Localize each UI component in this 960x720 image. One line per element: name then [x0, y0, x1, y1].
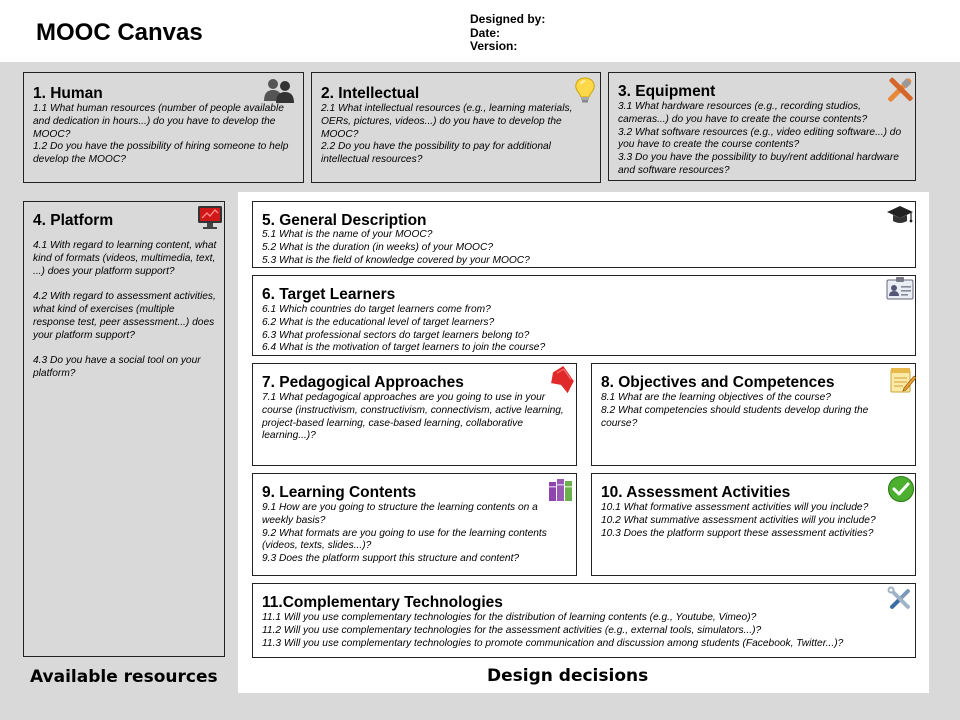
target-learners-body	[262, 304, 902, 355]
human-item-2: 1.2 Do you have the possibility of hiring someone to help develop the MOOC?	[33, 141, 289, 166]
objectives-competences-box	[591, 363, 916, 466]
contents-item-2: 9.2 What formats are you going to use for the learning contents (videos, texts, slides...)?	[262, 527, 547, 552]
meta-info	[470, 13, 545, 54]
screwdriver-wrench-icon	[886, 585, 912, 611]
date-label: Date:	[470, 25, 501, 40]
learning-contents-body	[262, 502, 567, 566]
tools-icon	[886, 75, 912, 101]
complementary-technologies-body	[262, 612, 907, 650]
objectives-competences-body	[601, 392, 906, 430]
platform-item-1: 4.1 With regard to learning content, what kind of formats (videos, multimedia, text, ...) does your platform support?	[33, 240, 217, 277]
intellectual-item-2: 2.2 Do you have the possibility to pay for additional intellectual resources?	[321, 141, 551, 166]
graduation-cap-icon	[886, 203, 912, 229]
general-description-body	[262, 229, 902, 267]
people-icon	[262, 77, 296, 103]
assessment-activities-box	[591, 473, 916, 576]
designed-by-label: Designed by:	[470, 12, 546, 26]
target-learners-title: 6. Target Learners	[262, 286, 396, 303]
platform-box	[23, 201, 225, 657]
learners-item-4: 6.4 What is the motivation of target learners to join the course?	[262, 342, 546, 354]
general-description-title: 5. General Description	[262, 212, 427, 229]
bookmark-icon	[548, 365, 574, 391]
objectives-item-2: 8.2 What competencies should students develop during the course?	[601, 404, 869, 429]
equipment-item-2: 3.2 What software resources (e.g., video editing software...) do you have to create the course contents?	[618, 126, 902, 151]
assessment-item-2: 10.2 What summative assessment activities will you include?	[601, 514, 876, 526]
contents-item-3: 9.3 Does the platform support this structure and content?	[262, 553, 520, 565]
notepad-icon	[888, 366, 914, 392]
assessment-item-1: 10.1 What formative assessment activities will you include?	[601, 502, 869, 513]
contents-item-1: 9.1 How are you going to structure the learning contents on a weekly basis?	[262, 502, 538, 526]
equipment-item-1: 3.1 What hardware resources (e.g., recording studios, cameras...) do you have to create the course contents?	[618, 101, 868, 125]
equipment-title: 3. Equipment	[618, 83, 716, 100]
pedagogical-approaches-title: 7. Pedagogical Approaches	[262, 374, 464, 391]
intellectual-box	[311, 72, 601, 183]
objectives-competences-title: 8. Objectives and Competences	[601, 374, 835, 391]
page-title: MOOC Canvas	[36, 19, 203, 46]
human-title: 1. Human	[33, 85, 103, 102]
equipment-body	[618, 101, 908, 178]
monitor-icon	[196, 203, 222, 229]
general-item-3: 5.3 What is the field of knowledge covered by your MOOC?	[262, 254, 530, 266]
assessment-activities-body	[601, 502, 906, 540]
learners-item-2: 6.2 What is the educational level of target learners?	[262, 316, 495, 328]
version-label: Version:	[470, 39, 518, 53]
books-icon	[547, 476, 573, 502]
platform-body	[33, 240, 219, 381]
objectives-item-1: 8.1 What are the learning objectives of the course?	[601, 392, 831, 403]
learning-contents-title: 9. Learning Contents	[262, 484, 417, 501]
human-body	[33, 103, 298, 167]
available-resources-label: Available resources	[30, 667, 218, 687]
checkmark-icon	[887, 475, 913, 501]
general-item-1: 5.1 What is the name of your MOOC?	[262, 229, 433, 240]
complementary-technologies-title: 11.Complementary Technologies	[262, 594, 503, 611]
learners-item-1: 6.1 Which countries do target learners come from?	[262, 304, 491, 315]
target-learners-box	[252, 275, 916, 356]
technologies-item-2: 11.2 Will you use complementary technologies for the assessment activities (e.g., external tools, simulators...)?	[262, 624, 762, 636]
equipment-item-3: 3.3 Do you have the possibility to buy/rent additional hardware and software resources?	[618, 152, 899, 176]
header	[0, 0, 960, 62]
learners-item-3: 6.3 What professional sectors do target learners belong to?	[262, 329, 530, 341]
learning-contents-box	[252, 473, 577, 576]
platform-item-3: 4.3 Do you have a social tool on your platform?	[33, 355, 201, 379]
human-box	[23, 72, 304, 183]
design-decisions-label: Design decisions	[487, 666, 649, 686]
lightbulb-icon	[572, 76, 598, 102]
equipment-box	[608, 72, 916, 181]
intellectual-title: 2. Intellectual	[321, 85, 420, 102]
pedagogical-approaches-box	[252, 363, 577, 466]
assessment-item-3: 10.3 Does the platform support these assessment activities?	[601, 527, 874, 539]
assessment-activities-title: 10. Assessment Activities	[601, 484, 791, 501]
complementary-technologies-box	[252, 583, 916, 658]
intellectual-item-1: 2.1 What intellectual resources (e.g., learning materials, OERs, pictures, videos...) do you have to develop the MOOC?	[321, 103, 573, 140]
technologies-item-3: 11.3 Will you use complementary technologies to promote communication and discussion among students (Facebook, Twitter...)?	[262, 637, 844, 649]
technologies-item-1: 11.1 Will you use complementary technologies for the distribution of learning contents (e.g., Youtube, Vimeo)?	[262, 612, 757, 623]
pedagogical-item-1: 7.1 What pedagogical approaches are you going to use in your course (instructivism, constructivism, connectivism, active learning, project-based learning, case-based learning, collaborative learning...)?	[262, 392, 564, 442]
platform-title: 4. Platform	[33, 212, 114, 229]
pedagogical-approaches-body	[262, 392, 567, 443]
general-description-box	[252, 201, 916, 268]
intellectual-body	[321, 103, 591, 167]
id-card-icon	[886, 276, 912, 302]
platform-item-2: 4.2 With regard to assessment activities, what kind of exercises (multiple response test, peer assessment...) does your platform support?	[33, 291, 216, 341]
human-item-1: 1.1 What human resources (number of people available and dedication in hours...) do you have to develop the MOOC?	[33, 103, 284, 140]
general-item-2: 5.2 What is the duration (in weeks) of your MOOC?	[262, 241, 494, 253]
